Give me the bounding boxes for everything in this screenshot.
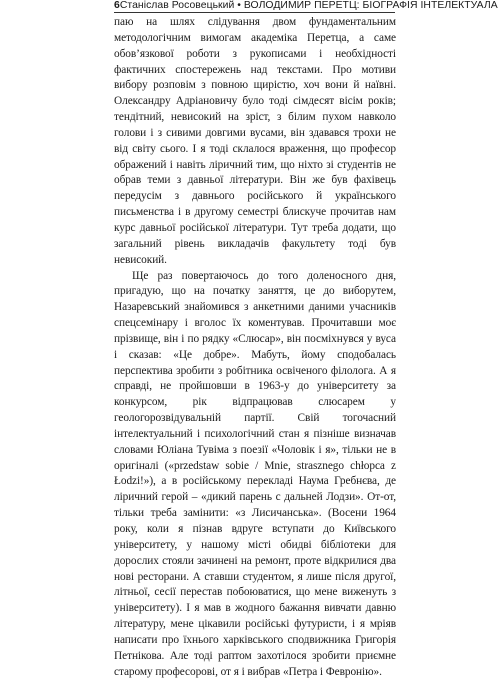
page-number: 6 <box>114 0 120 11</box>
paragraph-1: паю на шлях слідування двом фундаментальним методологічним вимогам академіка Перетца, а саме обов’язкової роботи з рукописами і необхідності фактичних спостережень над текстами. Про мотиви вибору розповім з повною щирістю, хоч вони й наївні. Олександру Адріановичу було тоді сімдесят вісім років; тендітний, невисокий на зріст, з білим пухом навколо голови і з сивими довгими вусами, він здавався трохи не від світу сього. І я тоді склалося враження, що професор ображений і навіть ліричний тим, що ніхто зі студентів не обрав теми з давньої літератури. Він же був фахівець передусім з давнього російського й українського письменства і в другому семестрі блискуче прочитав нам курс давньої російської літератури. Тут треба додати, що загальний рівень викладачів факультету тоді був невисокий. <box>114 15 396 269</box>
paragraph-2: Ще раз повертаючось до того доленосного дня, пригадую, що на початку заняття, це до виборутем, Назаревський знайомився з анкетними даними учасників спецсемінару і вголос їх коментував. Прочитавши моє прізвище, він і по рядку «Слюсар», він посміхнувся у вуса і сказав: «Це добре». Мабуть, йому сподобалась перспектива зробити з робітника освіченого філолога. А я справді, не пройшовши в 1963-у до університету за конкурсом, рік відпрацював слюсарем у геологорозвідувальній партії. Свій тогочасний інтелектуальний і психологічний стан я пізніше визначав словами Юліана Тувіма з поезії «Чоловік і я», тільки не в оригіналі («przedstaw sobie / Mnie, strasznego chłopca z Łodzi!»), а в російському перекладі Наума Гребнєва, де ліричний герой – «дикий парень с дальней Лодзи». От-от, тільки треба замінити: «з Лисичанська». (Восени 1964 року, коли я пізнав вдруге вступати до Київського університету, у нашому місті обидві бібліотеки для дорослих стояли зачинені на ремонт, проте відкрилися два нові ресторани. А ставши студентом, я лише після другої, літньої, сесії перестав побоюватися, що мене виженуть з університету). І я мав в жодного бажання вивчати давню літературу, мене цікавили російські футуристи, і я мріяв написати про їхнього харківського сподвижника Григорія Петнікова. Але тоді раптом захотілося зробити приємне старому професорові, от я і вибрав «Петра і Февронію». <box>114 269 396 680</box>
running-head: Станіслав Росовецький • ВОЛОДИМИР ПЕРЕТЦ: БІОГРАФІЯ ІНТЕЛЕКТУАЛА <box>120 0 498 11</box>
header-rule <box>114 12 395 13</box>
body-text <box>114 15 396 680</box>
